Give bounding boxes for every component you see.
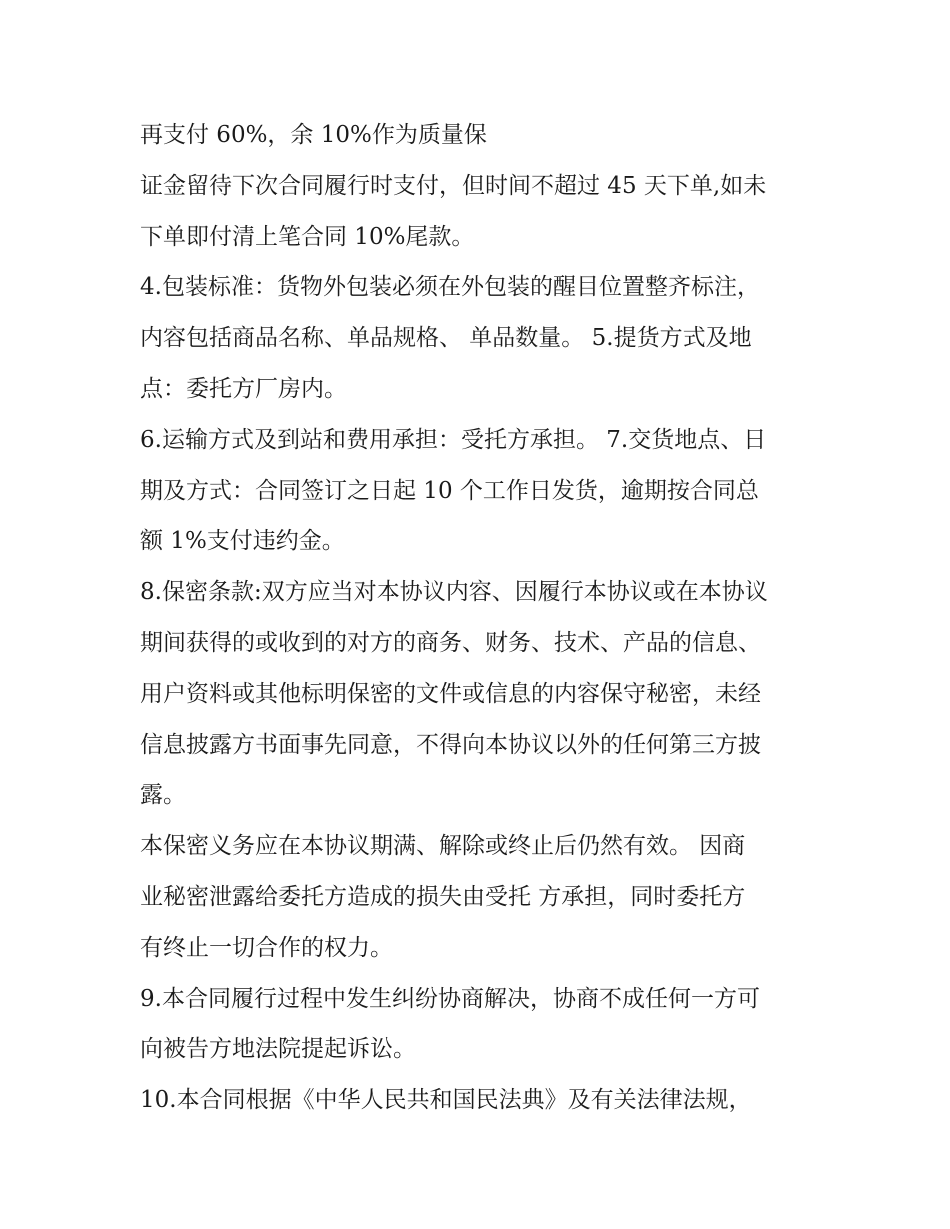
contract-text-block — [140, 110, 820, 1126]
text-line: 露。 — [140, 782, 186, 809]
text-line: 10.本合同根据《中华人民共和国民法典》及有关法律法规， — [140, 1087, 752, 1114]
text-line: 再支付 60%，余 10%作为质量保 — [140, 122, 487, 148]
text-line: 有终止一切合作的权力。 — [140, 934, 393, 961]
text-line: 8.保密条款:双方应当对本协议内容、因履行本协议或在本协议 — [140, 579, 768, 606]
text-line: 额 1%支付违约金。 — [140, 528, 345, 555]
text-line: 期间获得的或收到的对方的商务、财务、技术、产品的信息、 — [140, 629, 761, 656]
text-line: 用户资料或其他标明保密的文件或信息的内容保守秘密，未经 — [140, 680, 761, 707]
text-line: 6.运输方式及到站和费用承担：受托方承担。 7.交货地点、日 — [140, 426, 767, 453]
text-line: 4.包装标准：货物外包装必须在外包装的醒目位置整齐标注， — [140, 274, 760, 301]
text-line: 本保密义务应在本协议期满、解除或终止后仍然有效。 因商 — [140, 833, 746, 860]
text-line: 期及方式：合同签订之日起 10 个工作日发货，逾期按合同总 — [140, 477, 759, 504]
text-line: 9.本合同履行过程中发生纠纷协商解决，协商不成任何一方可 — [140, 985, 760, 1012]
text-line: 证金留待下次合同履行时支付，但时间不超过 45 天下单,如未 — [140, 172, 767, 199]
text-line: 下单即付清上笔合同 10%尾款。 — [140, 223, 475, 250]
text-line: 业秘密泄露给委托方造成的损失由受托 方承担，同时委托方 — [140, 883, 746, 910]
text-line: 内容包括商品名称、单品规格、 单品数量。 5.提货方式及地 — [140, 325, 752, 352]
text-line: 信息披露方书面事先同意，不得向本协议以外的任何第三方披 — [140, 731, 761, 758]
text-line: 点：委托方厂房内。 — [140, 375, 347, 402]
text-line: 向被告方地法院提起诉讼。 — [140, 1036, 416, 1063]
